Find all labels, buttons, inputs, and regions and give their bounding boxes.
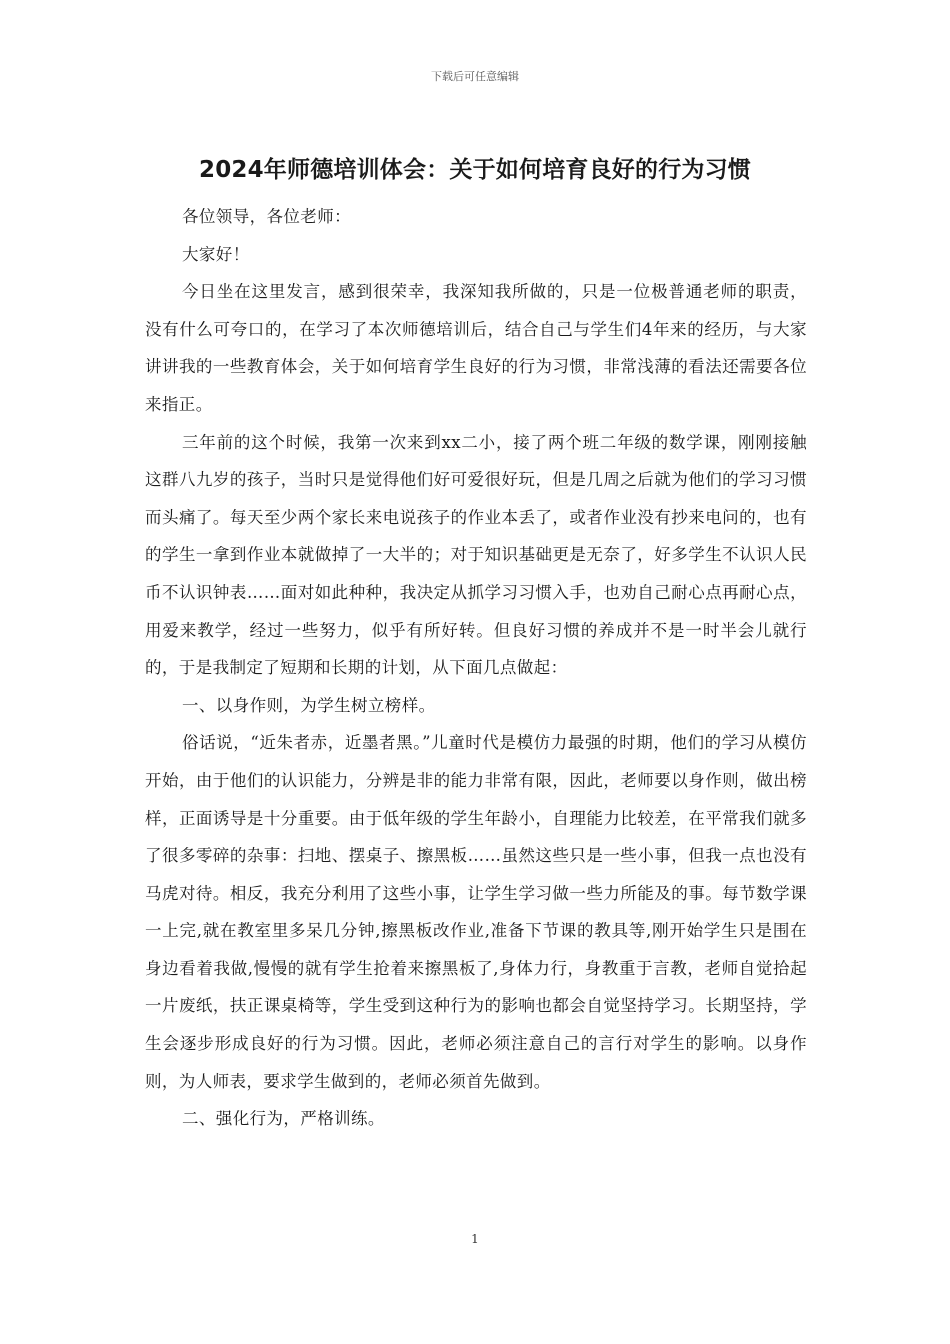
document-title: 2024年师德培训体会：关于如何培育良好的行为习惯	[198, 157, 751, 183]
page-number: 1	[471, 1232, 479, 1246]
salutation-paragraph: 大家好！	[182, 244, 250, 264]
intro-paragraph: 今日坐在这里发言，感到很荣幸，我深知我所做的，只是一位极普通老师的职责，没有什么可夸口的，在学习了本次师德培训后，结合自己与学生们4年来的经历，与大家讲讲我的一些教育体会，关于如何培育学生良好的行为习惯，非常浅薄的看法还需要各位来指正。	[145, 282, 807, 414]
background-paragraph: 三年前的这个时候，我第一次来到xx二小，接了两个班二年级的数学课，刚刚接触这群八九岁的孩子，当时只是觉得他们好可爱很好玩，但是几周之后就为他们的学习习惯而头痛了。每天至少两个家长来电说孩子的作业本丢了，或者作业没有抄来电问的，也有的学生一拿到作业本就做掉了一大半的；对于知识基础更是无奈了，好多学生不认识人民币不认识钟表……面对如此种种，我决定从抓学习习惯入手，也劝自己耐心点再耐心点，用爱来教学，经过一些努力，似乎有所好转。但良好习惯的养成并不是一时半会儿就行的，于是我制定了短期和长期的计划，从下面几点做起：	[145, 432, 807, 678]
section-heading-1: 一、以身作则，为学生树立榜样。	[182, 695, 436, 715]
section-heading-2: 二、强化行为，严格训练。	[182, 1109, 385, 1129]
document-body	[145, 198, 807, 1138]
header-note: 下载后可任意编辑	[431, 70, 519, 83]
section-1-paragraph: 俗话说，“近朱者赤，近墨者黑。”儿童时代是模仿力最强的时期，他们的学习从模仿开始，由于他们的认识能力，分辨是非的能力非常有限，因此，老师要以身作则，做出榜样，正面诱导是十分重要。由于低年级的学生年龄小，自理能力比较差，在平常我们就多了很多零碎的杂事：扫地、摆桌子、擦黑板……虽然这些只是一些小事，但我一点也没有马虎对待。相反，我充分利用了这些小事，让学生学习做一些力所能及的事。每节数学课一上完,就在教室里多呆几分钟,擦黑板改作业,准备下节课的教具等,刚开始学生只是围在身边看着我做,慢慢的就有学生抢着来擦黑板了,身体力行，身教重于言教，老师自觉拾起一片废纸，扶正课桌椅等，学生受到这种行为的影响也都会自觉坚持学习。长期坚持，学生会逐步形成良好的行为习惯。因此，老师必须注意自己的言行对学生的影响。以身作则，为人师表，要求学生做到的，老师必须首先做到。	[145, 733, 807, 1091]
greeting-paragraph: 各位领导，各位老师：	[182, 207, 351, 226]
